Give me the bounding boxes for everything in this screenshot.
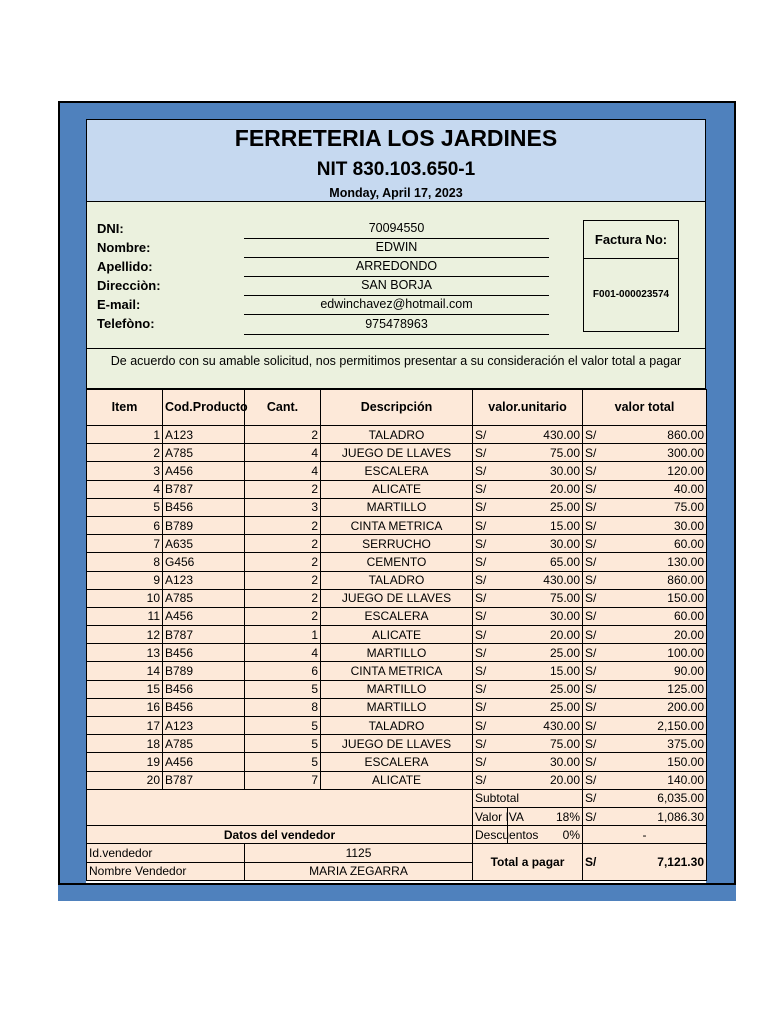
table-row [87, 717, 707, 735]
item-number[interactable]: 16 [87, 698, 163, 716]
item-qty[interactable]: 4 [245, 644, 321, 662]
unit-price[interactable]: 75.00 [508, 735, 583, 753]
item-description[interactable]: ALICATE [321, 480, 473, 498]
item-number[interactable]: 8 [87, 553, 163, 571]
email-field[interactable]: edwinchavez@hotmail.com [244, 296, 549, 315]
unit-currency[interactable]: S/ [473, 516, 508, 534]
table-row [87, 662, 707, 680]
item-number[interactable]: 4 [87, 480, 163, 498]
nombre-label: Nombre: [97, 240, 151, 255]
item-description[interactable]: CINTA METRICA [321, 662, 473, 680]
item-number[interactable]: 9 [87, 571, 163, 589]
item-number[interactable]: 1 [87, 426, 163, 444]
line-total[interactable]: 40.00 [613, 480, 707, 498]
vendedor-id-label: Id.vendedor [87, 844, 245, 862]
item-number[interactable]: 13 [87, 644, 163, 662]
telefono-field[interactable]: 975478963 [244, 316, 549, 335]
item-qty[interactable]: 1 [245, 626, 321, 644]
unit-price[interactable]: 30.00 [508, 535, 583, 553]
unit-currency[interactable]: S/ [473, 662, 508, 680]
item-code[interactable]: A456 [163, 607, 245, 625]
unit-currency[interactable]: S/ [473, 753, 508, 771]
item-description[interactable]: MARTILLO [321, 644, 473, 662]
header-item: Item [87, 390, 163, 426]
line-total[interactable]: 140.00 [613, 771, 707, 789]
line-total[interactable]: 150.00 [613, 753, 707, 771]
item-code[interactable]: B787 [163, 771, 245, 789]
item-qty[interactable]: 2 [245, 426, 321, 444]
item-code[interactable]: B789 [163, 662, 245, 680]
unit-currency[interactable]: S/ [473, 698, 508, 716]
table-row [87, 626, 707, 644]
item-qty[interactable]: 2 [245, 516, 321, 534]
item-qty[interactable]: 7 [245, 771, 321, 789]
table-header [87, 390, 707, 426]
unit-currency[interactable]: S/ [473, 498, 508, 516]
telefono-label: Telefòno: [97, 316, 155, 331]
total-currency[interactable]: S/ [583, 571, 613, 589]
iva-rate[interactable]: 18% [508, 807, 583, 825]
dni-field[interactable]: 70094550 [244, 220, 549, 239]
item-description[interactable]: CINTA METRICA [321, 516, 473, 534]
invoice-sheet [86, 119, 706, 883]
unit-currency[interactable]: S/ [473, 462, 508, 480]
subtotal-currency: S/ [583, 789, 613, 807]
unit-price[interactable]: 65.00 [508, 553, 583, 571]
item-number[interactable]: 7 [87, 535, 163, 553]
item-description[interactable]: MARTILLO [321, 498, 473, 516]
direccion-label: Direcciòn: [97, 278, 161, 293]
table-row [87, 444, 707, 462]
item-qty[interactable]: 5 [245, 735, 321, 753]
blank-area [87, 789, 473, 825]
unit-price[interactable]: 430.00 [508, 717, 583, 735]
unit-price[interactable]: 15.00 [508, 516, 583, 534]
table-row [87, 698, 707, 716]
header-cant: Cant. [245, 390, 321, 426]
company-nit: NIT 830.103.650-1 [316, 159, 476, 180]
table-row [87, 426, 707, 444]
total-currency[interactable]: S/ [583, 553, 613, 571]
line-total[interactable]: 30.00 [613, 516, 707, 534]
total-label: Total a pagar [473, 844, 583, 880]
direccion-field[interactable]: SAN BORJA [244, 277, 549, 296]
item-qty[interactable]: 3 [245, 498, 321, 516]
table-row [87, 462, 707, 480]
unit-price[interactable]: 15.00 [508, 662, 583, 680]
total-currency[interactable]: S/ [583, 444, 613, 462]
item-description[interactable]: MARTILLO [321, 698, 473, 716]
item-number[interactable]: 20 [87, 771, 163, 789]
unit-currency[interactable]: S/ [473, 444, 508, 462]
total-currency[interactable]: S/ [583, 698, 613, 716]
item-description[interactable]: JUEGO DE LLAVES [321, 735, 473, 753]
items-table [86, 389, 707, 881]
total-currency[interactable]: S/ [583, 717, 613, 735]
item-number[interactable]: 15 [87, 680, 163, 698]
item-qty[interactable]: 2 [245, 571, 321, 589]
item-qty[interactable]: 5 [245, 680, 321, 698]
dni-label: DNI: [97, 221, 124, 236]
total-currency[interactable]: S/ [583, 498, 613, 516]
item-qty[interactable]: 5 [245, 717, 321, 735]
item-code[interactable]: A635 [163, 535, 245, 553]
table-row [87, 753, 707, 771]
item-number[interactable]: 14 [87, 662, 163, 680]
descuentos-value[interactable]: - [583, 826, 707, 844]
item-qty[interactable]: 6 [245, 662, 321, 680]
unit-price[interactable]: 430.00 [508, 571, 583, 589]
factura-label: Factura No: [584, 221, 678, 259]
item-number[interactable]: 6 [87, 516, 163, 534]
item-qty[interactable]: 4 [245, 444, 321, 462]
subtotal-row [87, 789, 707, 807]
unit-price[interactable]: 30.00 [508, 607, 583, 625]
factura-number: F001-000023574 [592, 289, 670, 300]
line-total[interactable]: 860.00 [613, 426, 707, 444]
table-row [87, 607, 707, 625]
line-total[interactable]: 150.00 [613, 589, 707, 607]
item-description[interactable]: ESCALERA [321, 462, 473, 480]
unit-currency[interactable]: S/ [473, 553, 508, 571]
unit-price[interactable]: 75.00 [508, 444, 583, 462]
line-total[interactable]: 2,150.00 [613, 717, 707, 735]
descuentos-row [87, 826, 707, 844]
total-currency[interactable]: S/ [583, 462, 613, 480]
item-description[interactable]: JUEGO DE LLAVES [321, 589, 473, 607]
item-code[interactable]: A123 [163, 426, 245, 444]
frame-bottom-strip [58, 885, 736, 901]
subtotal-value[interactable]: 6,035.00 [613, 789, 707, 807]
table-row [87, 589, 707, 607]
item-code[interactable]: B456 [163, 498, 245, 516]
total-currency[interactable]: S/ [583, 771, 613, 789]
vendedor-id-row [87, 844, 707, 862]
item-code[interactable]: B456 [163, 680, 245, 698]
table-row [87, 480, 707, 498]
unit-currency[interactable]: S/ [473, 626, 508, 644]
intro-text: De acuerdo con su amable solicitud, nos permitimos presentar a su consideración el valor total a pagar [86, 349, 706, 389]
unit-currency[interactable]: S/ [473, 571, 508, 589]
total-currency[interactable]: S/ [583, 480, 613, 498]
line-total[interactable]: 300.00 [613, 444, 707, 462]
header-total: valor total [583, 390, 707, 426]
total-currency[interactable]: S/ [583, 644, 613, 662]
line-total[interactable]: 130.00 [613, 553, 707, 571]
unit-price[interactable]: 20.00 [508, 480, 583, 498]
iva-value[interactable]: 1,086.30 [613, 807, 707, 825]
item-code[interactable]: B789 [163, 516, 245, 534]
line-total[interactable]: 375.00 [613, 735, 707, 753]
item-qty[interactable]: 2 [245, 589, 321, 607]
item-number[interactable]: 18 [87, 735, 163, 753]
item-description[interactable]: ALICATE [321, 626, 473, 644]
item-qty[interactable]: 5 [245, 753, 321, 771]
unit-price[interactable]: 30.00 [508, 753, 583, 771]
vendedor-section-label: Datos del vendedor [87, 826, 473, 844]
company-name: FERRETERIA LOS JARDINES [234, 125, 558, 151]
table-row [87, 571, 707, 589]
item-number[interactable]: 12 [87, 626, 163, 644]
unit-currency[interactable]: S/ [473, 480, 508, 498]
table-row [87, 644, 707, 662]
item-code[interactable]: A123 [163, 717, 245, 735]
item-description[interactable]: TALADRO [321, 717, 473, 735]
line-total[interactable]: 120.00 [613, 462, 707, 480]
unit-currency[interactable]: S/ [473, 644, 508, 662]
item-description[interactable]: ALICATE [321, 771, 473, 789]
item-description[interactable]: JUEGO DE LLAVES [321, 444, 473, 462]
unit-currency[interactable]: S/ [473, 426, 508, 444]
item-qty[interactable]: 2 [245, 553, 321, 571]
client-section [86, 202, 706, 349]
total-currency[interactable]: S/ [583, 735, 613, 753]
table-row [87, 553, 707, 571]
total-currency[interactable]: S/ [583, 426, 613, 444]
line-total[interactable]: 60.00 [613, 607, 707, 625]
item-code[interactable]: A785 [163, 589, 245, 607]
item-qty[interactable]: 2 [245, 607, 321, 625]
line-total[interactable]: 60.00 [613, 535, 707, 553]
item-code[interactable]: A785 [163, 735, 245, 753]
total-value[interactable]: 7,121.30 [613, 844, 707, 880]
table-row [87, 771, 707, 789]
unit-price[interactable]: 30.00 [508, 462, 583, 480]
vendedor-name-label: Nombre Vendedor [87, 862, 245, 880]
item-code[interactable]: A785 [163, 444, 245, 462]
total-currency[interactable]: S/ [583, 516, 613, 534]
unit-price[interactable]: 25.00 [508, 680, 583, 698]
total-currency[interactable]: S/ [583, 607, 613, 625]
line-total[interactable]: 860.00 [613, 571, 707, 589]
item-description[interactable]: TALADRO [321, 426, 473, 444]
invoice-header [86, 119, 706, 202]
item-code[interactable]: B456 [163, 644, 245, 662]
total-currency[interactable]: S/ [583, 680, 613, 698]
factura-box [583, 220, 679, 332]
unit-price[interactable]: 75.00 [508, 589, 583, 607]
vendedor-id-value[interactable]: 1125 [245, 844, 473, 862]
item-number[interactable]: 2 [87, 444, 163, 462]
item-description[interactable]: MARTILLO [321, 680, 473, 698]
item-code[interactable]: B787 [163, 626, 245, 644]
line-total[interactable]: 75.00 [613, 498, 707, 516]
item-description[interactable]: CEMENTO [321, 553, 473, 571]
item-description[interactable]: SERRUCHO [321, 535, 473, 553]
unit-currency[interactable]: S/ [473, 607, 508, 625]
item-code[interactable]: G456 [163, 553, 245, 571]
total-currency[interactable]: S/ [583, 662, 613, 680]
table-row [87, 516, 707, 534]
item-description[interactable]: ESCALERA [321, 753, 473, 771]
table-row [87, 680, 707, 698]
item-code[interactable]: A123 [163, 571, 245, 589]
total-currency[interactable]: S/ [583, 753, 613, 771]
item-qty[interactable]: 4 [245, 462, 321, 480]
item-description[interactable]: ESCALERA [321, 607, 473, 625]
item-number[interactable]: 10 [87, 589, 163, 607]
item-number[interactable]: 17 [87, 717, 163, 735]
table-row [87, 535, 707, 553]
item-number[interactable]: 3 [87, 462, 163, 480]
unit-currency[interactable]: S/ [473, 717, 508, 735]
unit-price[interactable]: 25.00 [508, 498, 583, 516]
total-currency[interactable]: S/ [583, 535, 613, 553]
table-row [87, 735, 707, 753]
unit-price[interactable]: 25.00 [508, 644, 583, 662]
unit-currency[interactable]: S/ [473, 735, 508, 753]
item-description[interactable]: TALADRO [321, 571, 473, 589]
unit-currency[interactable]: S/ [473, 680, 508, 698]
line-total[interactable]: 20.00 [613, 626, 707, 644]
line-total[interactable]: 90.00 [613, 662, 707, 680]
line-total[interactable]: 125.00 [613, 680, 707, 698]
header-codigo: Cod.Producto [163, 390, 245, 426]
total-currency[interactable]: S/ [583, 589, 613, 607]
unit-currency[interactable]: S/ [473, 535, 508, 553]
line-total[interactable]: 200.00 [613, 698, 707, 716]
unit-price[interactable]: 25.00 [508, 698, 583, 716]
header-descripcion: Descripción [321, 390, 473, 426]
nombre-field[interactable]: EDWIN [244, 239, 549, 258]
vendedor-name-value[interactable]: MARIA ZEGARRA [245, 862, 473, 880]
total-currency[interactable]: S/ [583, 626, 613, 644]
iva-label: Valor IVA [473, 807, 508, 825]
total-currency: S/ [583, 844, 613, 880]
item-code[interactable]: A456 [163, 753, 245, 771]
item-number[interactable]: 5 [87, 498, 163, 516]
item-qty[interactable]: 2 [245, 480, 321, 498]
item-qty[interactable]: 8 [245, 698, 321, 716]
descuentos-label: Descuentos [473, 826, 508, 844]
unit-price[interactable]: 20.00 [508, 771, 583, 789]
item-code[interactable]: B787 [163, 480, 245, 498]
unit-price[interactable]: 430.00 [508, 426, 583, 444]
table-row [87, 498, 707, 516]
email-label: E-mail: [97, 297, 141, 312]
item-code[interactable]: A456 [163, 462, 245, 480]
item-number[interactable]: 11 [87, 607, 163, 625]
item-qty[interactable]: 2 [245, 535, 321, 553]
header-unitario: valor.unitario [473, 390, 583, 426]
line-total[interactable]: 100.00 [613, 644, 707, 662]
apellido-field[interactable]: ARREDONDO [244, 258, 549, 277]
unit-currency[interactable]: S/ [473, 589, 508, 607]
invoice-date: Monday, April 17, 2023 [329, 186, 463, 200]
apellido-label: Apellido: [97, 259, 153, 274]
item-number[interactable]: 19 [87, 753, 163, 771]
subtotal-label: Subtotal [473, 789, 583, 807]
descuentos-rate[interactable]: 0% [508, 826, 583, 844]
unit-currency[interactable]: S/ [473, 771, 508, 789]
unit-price[interactable]: 20.00 [508, 626, 583, 644]
iva-currency: S/ [583, 807, 613, 825]
item-code[interactable]: B456 [163, 698, 245, 716]
